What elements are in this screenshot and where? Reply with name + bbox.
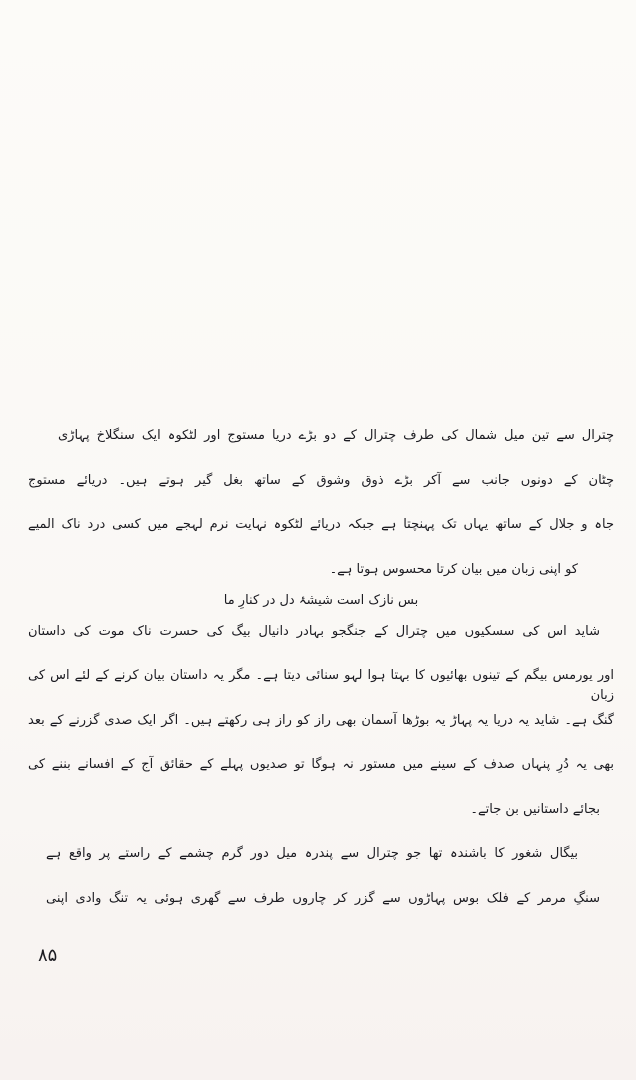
text-line: جاہ و جلال کے ساتھ یہاں تک پہنچتا ہے جبکہ دریائے لٹکوہ نہایت نرم لہجے میں کسی درد ناک المیے [28,517,614,532]
page-number: ۸۵ [38,945,58,966]
text-line: کو اپنی زبان میں بیان کرتا محسوس ہوتا ہے۔ [329,561,578,577]
text-line: بیگال شغور کا باشندہ تھا جو چترال سے پندرہ میل دور گرم چشمے کے راستے پر واقع ہے [46,846,578,861]
text-line: سنگِ مرمر کے فلک بوس پہاڑوں سے گزر کر چاروں طرف سے گھری ہوئی یہ تنگ وادی اپنی [46,890,600,906]
text-line: بجائے داستانیں بن جاتے۔ [470,801,600,817]
text-line: چٹان کے دونوں جانب سے آکر بڑے ذوق وشوق کے ساتھ بغل گیر ہوتے ہیں۔ دریائے مستوج [28,472,614,488]
verse-line: بس نازک است شیشۂ دل در کنارِ ما [223,592,419,608]
text-line: شاید اس کی سسکیوں میں چترال کے جنگجو بہادر دانیال بیگ کی حسرت ناک موت کی داستان [28,623,600,639]
text-line: اور یورمس بیگم کے تینوں بھائیوں کا بہتا ہوا لہو سنائی دیتا ہے۔ مگر یہ داستان بیان کرنے کے لئے اس کی زبان [28,668,614,703]
text-line: چترال سے تین میل شمال کی طرف چترال کے دو بڑے دریا مستوج اور لٹکوہ ایک سنگلاخ پہاڑی [58,428,614,443]
text-line: گنگ ہے۔ شاید یہ دریا یہ پہاڑ یہ بوڑھا آسمان بھی راز کو راز ہی رکھتے ہیں۔ اگر ایک صدی گزرنے کے بعد [28,712,614,728]
text-line: بھی یہ دُرِ پنہاں صدف کے سینے میں مستور نہ ہوگا تو صدیوں پہلے کے حقائق آج کے افسانے بننے کی [28,757,614,772]
